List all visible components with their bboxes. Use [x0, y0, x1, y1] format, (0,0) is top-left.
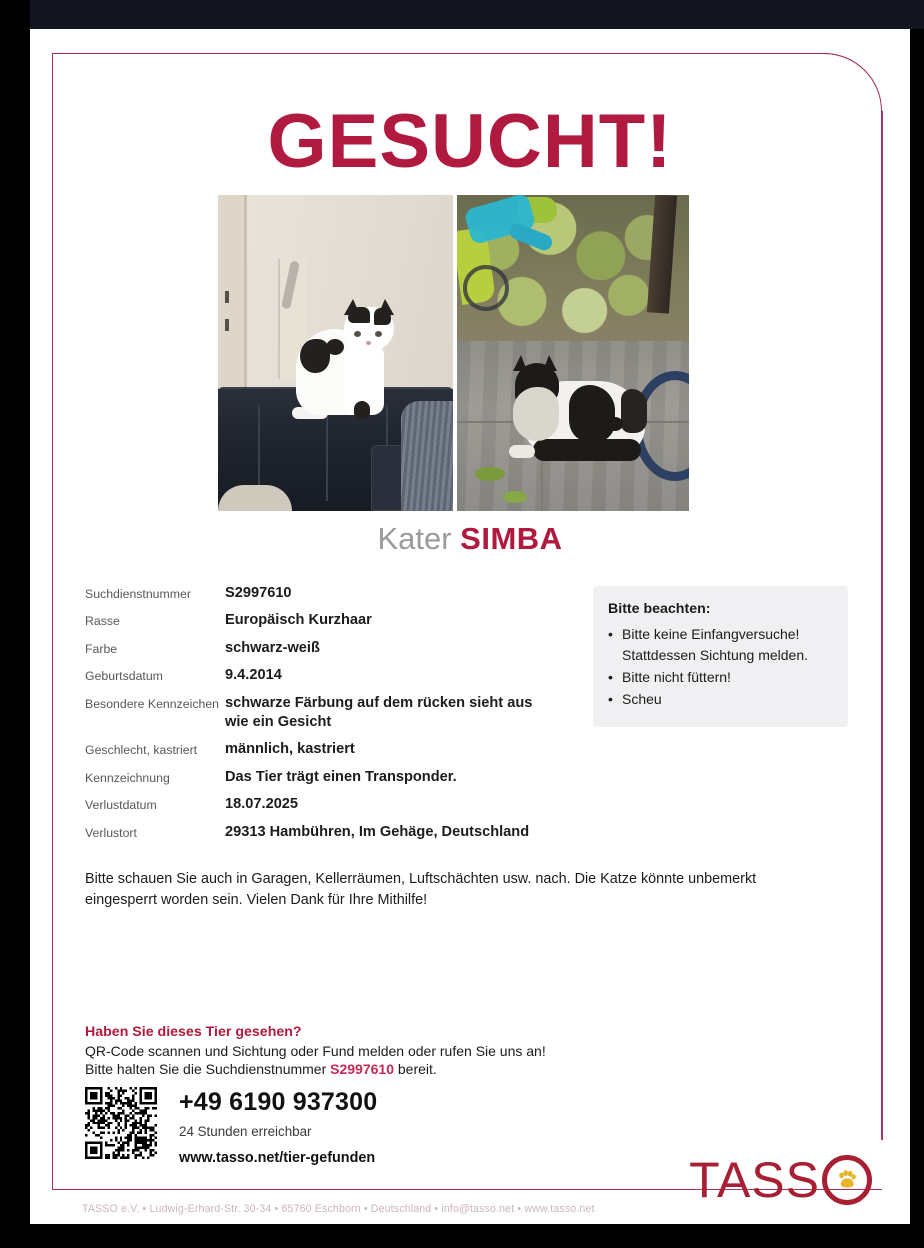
detail-value: männlich, kastriert [225, 741, 355, 758]
contact-number-line [85, 1060, 705, 1078]
tasso-wordmark: TASS [689, 1152, 820, 1208]
contact-number-prefix: Bitte halten Sie die Suchdienstnummer [85, 1061, 331, 1078]
detail-label: Farbe [85, 641, 118, 656]
detail-label: Verlustort [85, 825, 137, 840]
pet-name: SIMBA [460, 521, 563, 556]
tasso-logo-ring [822, 1155, 872, 1205]
detail-row [85, 639, 555, 658]
detail-row [85, 795, 555, 814]
notice-list [608, 624, 834, 710]
notice-title: Bitte beachten: [608, 601, 711, 617]
pet-kind-label: Kater [377, 521, 452, 556]
viewer-top-bar [30, 0, 924, 29]
detail-row [85, 740, 555, 759]
detail-label: Geburtsdatum [85, 669, 163, 684]
detail-row [85, 823, 555, 842]
detail-label: Rasse [85, 614, 120, 629]
contact-details [85, 1087, 377, 1166]
detail-label: Suchdienstnummer [85, 587, 191, 601]
detail-row [85, 694, 555, 732]
detail-value: 18.07.2025 [225, 796, 299, 813]
contact-number-suffix: bereit. [393, 1061, 437, 1078]
detail-value: S2997610 [225, 585, 292, 601]
poster-border-right-edge [881, 111, 883, 1140]
detail-row [85, 666, 555, 685]
detail-value: 9.4.2014 [225, 667, 282, 684]
detail-row [85, 611, 555, 630]
photo-gallery [218, 195, 692, 511]
detail-label: Geschlecht, kastriert [85, 743, 198, 758]
page-title: GESUCHT! [267, 99, 673, 184]
instruction-paragraph: Bitte schauen Sie auch in Garagen, Kellerräumen, Luftschächten usw. nach. Die Katze könnte unbemerkt eingesperrt worden sein. Vielen Dank für Ihre Mithilfe! [85, 871, 757, 908]
paw-icon [836, 1169, 858, 1191]
detail-value: schwarze Färbung auf dem rücken sieht aus wie ein Gesicht [225, 694, 533, 730]
photo-outdoor-cat-on-pavement [457, 195, 689, 511]
phone-block [179, 1087, 377, 1166]
phone-number[interactable]: +49 6190 937300 [179, 1088, 378, 1116]
notice-item: • Bitte nicht füttern! [608, 667, 834, 688]
detail-value: Europäisch Kurzhaar [225, 612, 372, 629]
notice-box [593, 586, 848, 727]
poster-page [30, 29, 910, 1224]
search-service-number: S2997610 [330, 1061, 394, 1078]
detail-label: Kennzeichnung [85, 770, 170, 785]
contact-section [85, 1024, 705, 1079]
detail-row [85, 768, 555, 787]
qr-code[interactable] [85, 1087, 157, 1159]
phone-availability: 24 Stunden erreichbar [179, 1123, 312, 1139]
website-link[interactable]: www.tasso.net/tier-gefunden [179, 1149, 376, 1166]
photo-indoor-cat-on-sofa [218, 195, 453, 511]
detail-value: Das Tier trägt einen Transponder. [225, 768, 457, 785]
detail-value: schwarz-weiß [225, 639, 320, 656]
pet-details-table [85, 584, 555, 850]
detail-row [85, 584, 555, 603]
detail-label: Besondere Kennzeichen [85, 696, 219, 711]
detail-label: Verlustdatum [85, 798, 157, 813]
contact-heading: Haben Sie dieses Tier gesehen? [85, 1024, 302, 1040]
tasso-logo [689, 1152, 872, 1208]
pet-name-heading [30, 523, 910, 554]
detail-value: 29313 Hambühren, Im Gehäge, Deutschland [225, 823, 530, 840]
contact-instruction-line: QR-Code scannen und Sichtung oder Fund melden oder rufen Sie uns an! [85, 1043, 546, 1059]
notice-item: • Bitte keine Einfangversuche! Stattdessen Sichtung melden. [608, 624, 834, 666]
notice-item: • Scheu [608, 689, 834, 710]
footer-imprint: TASSO e.V. • Ludwig-Erhard-Str. 30-34 • 65760 Eschborn • Deutschland • info@tasso.net • www.tasso.net [82, 1203, 595, 1215]
